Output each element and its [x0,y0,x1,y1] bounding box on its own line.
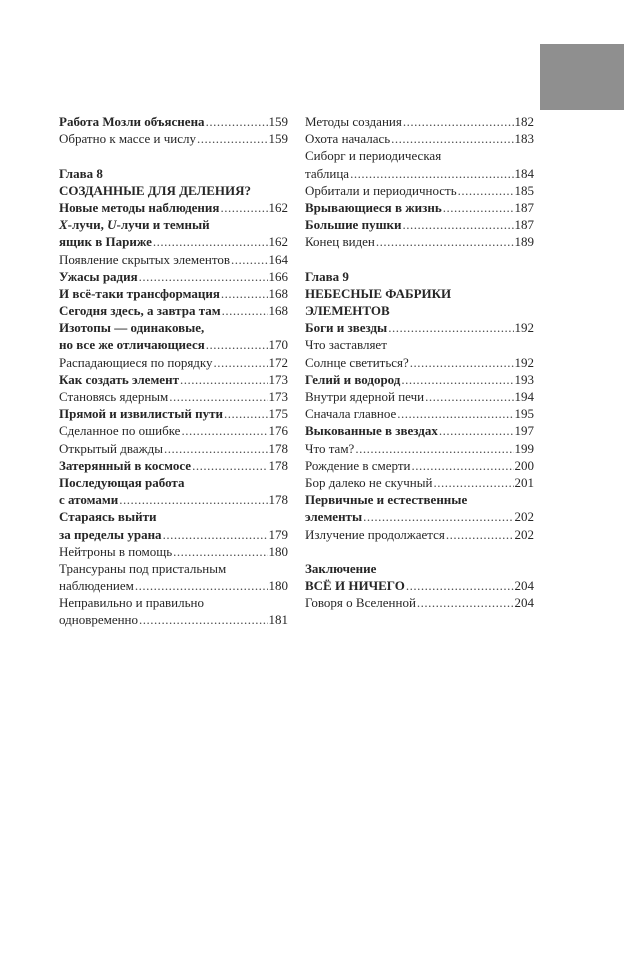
toc-page-number: 202 [514,526,534,542]
toc-entry-title: наблюдением [59,578,134,594]
toc-entry[interactable] [59,611,288,628]
toc-entry-title: одновременно [59,612,139,628]
toc-entry[interactable] [59,302,288,319]
toc-entry-title: Солнце светиться? [305,354,409,370]
toc-entry-title: Что там? [305,440,355,456]
toc-entry-title: Изотопы — одинаковые, [59,320,205,336]
toc-entry-title: Сегодня здесь, а завтра там [59,303,221,319]
toc-page-number: 182 [514,114,534,129]
toc-entry-title: Говоря о Вселенной [305,595,416,611]
toc-entry-continued [59,319,288,336]
toc-entry-continued [59,216,288,233]
toc-entry[interactable] [59,251,288,268]
toc-entry-title: Что заставляет [305,337,387,353]
toc-page-number: 192 [514,354,534,370]
toc-page-number: 178 [268,492,288,508]
toc-page-number: 178 [268,457,288,473]
toc-page-number: 195 [514,406,534,422]
toc-entry-continued [59,560,288,577]
dot-leader [197,130,268,147]
dot-leader [153,233,268,250]
toc-entry-title: Становясь ядерным [59,389,169,404]
dot-leader [443,199,514,216]
toc-entry-title: Выкованные в звездах [305,423,438,439]
thumb-index-tab [540,44,624,110]
toc-entry-title: Обратно к массе и числу [59,131,196,147]
dot-leader [169,388,267,405]
toc-entry[interactable] [305,113,534,130]
toc-entry[interactable] [305,388,534,405]
toc-page-number: 172 [268,354,288,370]
toc-entry-title: с атомами [59,492,119,508]
chapter-heading: СОЗДАННЫЕ ДЛЯ ДЕЛЕНИЯ? [59,182,251,198]
dot-leader [206,113,268,130]
dot-leader [192,457,267,474]
toc-entry[interactable] [305,440,534,457]
dot-leader [214,354,268,371]
dot-leader [391,130,513,147]
dot-leader [446,526,514,543]
dot-leader [139,268,268,285]
toc-page-number: 193 [514,371,534,387]
toc-entry-title: Ужасы радия [59,268,138,284]
dot-leader [403,216,514,233]
toc-entry[interactable] [59,354,288,371]
toc-entry[interactable] [305,526,534,543]
dot-leader [135,577,268,594]
dot-leader [224,405,268,422]
toc-entry[interactable] [305,422,534,439]
dot-leader [433,474,513,491]
toc-entry-title: Как создать элемент [59,371,179,387]
dot-leader [410,354,514,371]
toc-page-number: 180 [268,578,288,594]
toc-entry-continued [59,508,288,525]
toc-entry-title: Большие пушки [305,217,402,233]
toc-entry-title: Сиборг и периодическая [305,148,442,164]
dot-leader [355,440,513,457]
toc-page-number: 170 [268,337,288,353]
toc-column-left [59,113,288,629]
dot-leader [406,577,514,594]
toc-entry-title: Методы создания [305,114,402,129]
toc-page-number: 173 [268,389,288,404]
toc-entry[interactable] [59,113,288,130]
dot-leader [397,405,513,422]
toc-page-number: 173 [268,371,288,387]
chapter-heading: ЭЛЕМЕНТОВ [305,303,390,319]
toc-entry[interactable] [305,405,534,422]
dot-leader [417,594,514,611]
toc-entry-title: Сделанное по ошибке [59,423,181,439]
toc-entry[interactable] [59,199,288,216]
toc-column-right [305,113,534,611]
toc-entry-continued [305,491,534,508]
toc-entry[interactable] [305,216,534,233]
toc-entry-continued [59,594,288,611]
section-spacer [305,543,534,560]
chapter-heading: Глава 9 [305,268,349,284]
toc-page-number: 185 [514,182,534,198]
toc-entry[interactable] [305,199,534,216]
dot-leader [439,422,514,439]
toc-entry[interactable] [305,594,534,611]
toc-page-number: 201 [514,474,534,490]
toc-entry[interactable] [59,491,288,508]
toc-page-number: 176 [268,423,288,439]
dot-leader [231,251,268,268]
toc-entry[interactable] [305,354,534,371]
dot-leader [221,285,268,302]
toc-page-number: 168 [268,285,288,301]
toc-page-number: 180 [268,543,288,559]
dot-leader [164,440,268,457]
toc-page-number: 200 [514,457,534,473]
toc-entry-title: Стараясь выйти [59,509,157,525]
toc-entry-title: ВСЁ И НИЧЕГО [305,578,405,594]
toc-entry[interactable] [305,182,534,199]
toc-page-number: 197 [514,423,534,439]
toc-entry[interactable] [59,543,288,560]
dot-leader [363,508,513,525]
toc-page-number: 189 [514,234,534,250]
toc-entry-title: Орбитали и периодичность [305,182,457,198]
toc-entry-title: Новые методы наблюдения [59,199,220,215]
toc-page-number: 187 [514,199,534,215]
toc-entry-title: но все же отличающиеся [59,337,205,353]
dot-leader [425,388,513,405]
chapter-heading: Глава 8 [59,165,103,181]
toc-entry-title: ящик в Париже [59,234,152,250]
toc-entry[interactable] [59,336,288,353]
toc-entry-title: Боги и звезды [305,320,388,336]
toc-entry-title: Первичные и естественные [305,492,468,508]
toc-entry-title: X-лучи, U-лучи и темный [59,217,210,233]
toc-page-number: 202 [514,509,534,525]
toc-entry-title: Трансураны под пристальным [59,560,227,576]
dot-leader [458,182,514,199]
dot-leader [376,233,514,250]
toc-entry[interactable] [59,422,288,439]
toc-entry[interactable] [59,526,288,543]
toc-page-number: 179 [268,526,288,542]
toc-entry[interactable] [59,457,288,474]
toc-entry-title: Врывающиеся в жизнь [305,199,442,215]
dot-leader [180,371,268,388]
toc-entry[interactable] [59,268,288,285]
toc-entry[interactable] [59,233,288,250]
toc-entry-continued [305,147,534,164]
toc-entry-title: элементы [305,509,363,525]
toc-entry[interactable] [59,371,288,388]
toc-entry[interactable] [59,577,288,594]
dot-leader [401,371,513,388]
toc-page-number: 204 [514,578,534,594]
toc-entry-title: Затерянный в космосе [59,457,192,473]
toc-entry[interactable] [59,440,288,457]
dot-leader [222,302,268,319]
toc-entry-title: Прямой и извилистый пути [59,406,223,422]
toc-page-number: 187 [514,217,534,233]
toc-page-number: 168 [268,303,288,319]
toc-entry[interactable] [305,233,534,250]
toc-page-number: 159 [268,114,288,129]
chapter-heading: НЕБЕСНЫЕ ФАБРИКИ [305,285,452,301]
toc-page-number: 178 [268,440,288,456]
toc-entry-title: Открытый дважды [59,440,163,456]
toc-page-number: 164 [268,251,288,267]
toc-entry[interactable] [305,165,534,182]
toc-entry[interactable] [59,388,288,405]
section-spacer [59,147,288,164]
toc-page-number: 194 [514,389,534,404]
toc-entry-title: Нейтроны в помощь [59,543,173,559]
dot-leader [163,526,268,543]
section-spacer [305,251,534,268]
toc-entry-title: Работа Мозли объяснена [59,114,205,129]
toc-page-number: 181 [268,612,288,628]
toc-page-number: 162 [268,199,288,215]
toc-page-number: 159 [268,131,288,147]
toc-page-number: 184 [514,165,534,181]
dot-leader [119,491,267,508]
toc-entry-title: Распадающиеся по порядку [59,354,213,370]
toc-entry[interactable] [305,319,534,336]
toc-entry-title: Гелий и водород [305,371,401,387]
toc-entry-title: Последующая работа [59,474,185,490]
toc-entry-title: Излучение продолжается [305,526,445,542]
toc-page-number: 175 [268,406,288,422]
toc-page-number: 204 [514,595,534,611]
toc-entry-title: за пределы урана [59,526,162,542]
toc-entry-title: Охота началась [305,131,391,147]
dot-leader [388,319,513,336]
toc-page-number: 183 [514,131,534,147]
toc-entry[interactable] [305,130,534,147]
dot-leader [403,113,514,130]
toc-entry-continued [305,336,534,353]
dot-leader [412,457,514,474]
toc-page-number: 166 [268,268,288,284]
toc-entry[interactable] [305,371,534,388]
toc-entry[interactable] [305,474,534,491]
toc-entry-title: Сначала главное [305,406,397,422]
toc-entry-title: Внутри ядерной печи [305,389,425,404]
dot-leader [173,543,267,560]
toc-entry[interactable] [305,577,534,594]
toc-entry-title: Конец виден [305,234,375,250]
toc-entry-title: Бор далеко не скучный [305,474,433,490]
dot-leader [350,165,513,182]
toc-entry[interactable] [59,285,288,302]
toc-entry-continued [59,474,288,491]
toc-page-number: 162 [268,234,288,250]
dot-leader [206,336,268,353]
toc-entry[interactable] [59,130,288,147]
toc-entry-title: И всё-таки трансформация [59,285,220,301]
toc-entry[interactable] [59,405,288,422]
toc-entry-title: таблица [305,165,350,181]
toc-page-number: 199 [514,440,534,456]
toc-page-number: 192 [514,320,534,336]
toc-entry-title: Рождение в смерти [305,457,411,473]
dot-leader [181,422,267,439]
chapter-heading: Заключение [305,560,377,576]
toc-entry[interactable] [305,508,534,525]
dot-leader [220,199,267,216]
toc-entry-title: Появление скрытых элементов [59,251,230,267]
dot-leader [139,611,267,628]
toc-entry-title: Неправильно и правильно [59,595,205,611]
toc-entry[interactable] [305,457,534,474]
